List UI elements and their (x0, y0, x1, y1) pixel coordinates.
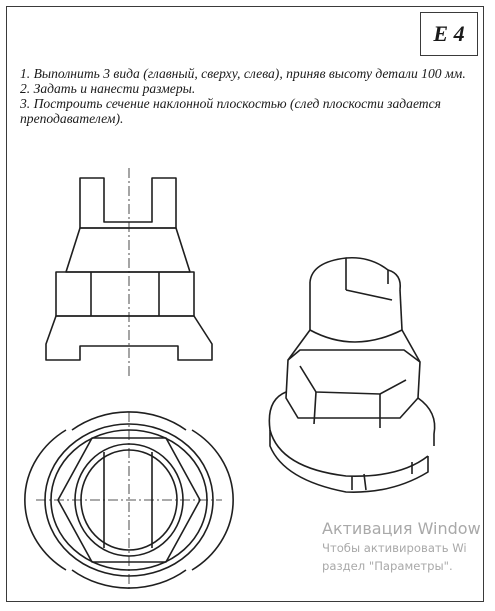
watermark-title: Активация Window (322, 519, 481, 538)
front-tapered-body (66, 228, 190, 272)
iso-hex-top-edge (300, 366, 406, 394)
iso-frustum-right (402, 330, 420, 362)
iso-cyl-top-right (388, 270, 400, 290)
watermark-line-2: раздел "Параметры". (322, 559, 453, 573)
front-hex-nut (56, 272, 194, 316)
task-item-3: 3. Построить сечение наклонной плоскостью (след плоскости задается преподавателем). (20, 96, 441, 126)
iso-top-right-lug (346, 258, 388, 284)
iso-base-right (418, 398, 435, 446)
iso-base-outer (269, 392, 428, 476)
front-view (46, 168, 212, 378)
top-view (25, 412, 233, 590)
iso-cyl-right-edge (400, 290, 402, 330)
task-item-2: 2. Задать и нанести размеры. (20, 81, 196, 96)
activation-watermark (322, 519, 494, 575)
variant-label: Е 4 (433, 21, 465, 46)
iso-top-left-lug (310, 258, 346, 290)
watermark-line-1: Чтобы активировать Wi (322, 541, 467, 555)
task-item-1: 1. Выполнить 3 вида (главный, сверху, слева), приняв высоту детали 100 мм. (20, 66, 466, 81)
iso-cyl-bottom (310, 330, 402, 342)
iso-hex-edge-1 (314, 392, 316, 424)
iso-frustum-left (288, 330, 310, 360)
isometric-view (269, 258, 434, 492)
front-slotted-top (80, 178, 176, 228)
iso-slot-floor (346, 290, 392, 300)
